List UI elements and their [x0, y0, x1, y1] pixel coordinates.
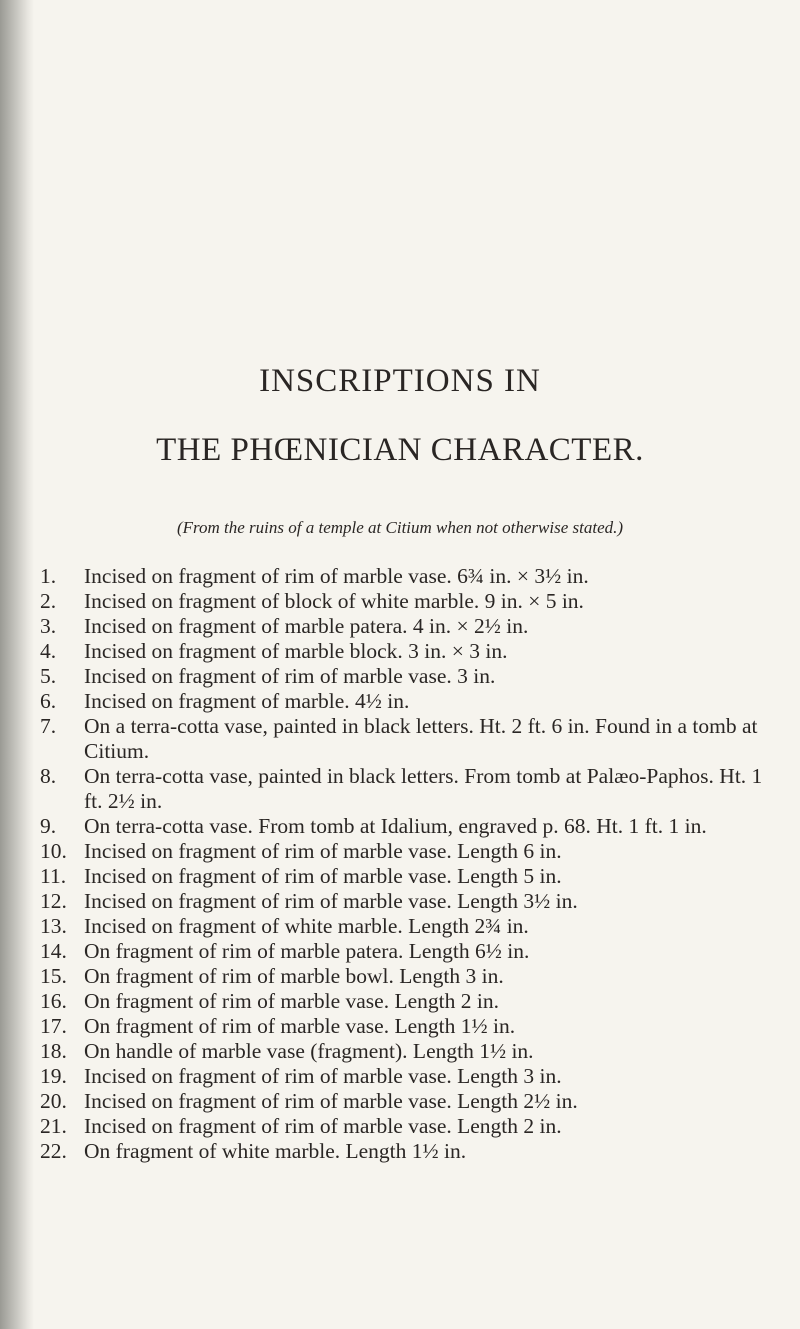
- item-number: 12.: [40, 889, 67, 913]
- item-text: Incised on fragment of rim of marble vase. 3 in.: [84, 664, 496, 688]
- list-item: [40, 764, 780, 814]
- item-number: 5.: [40, 664, 57, 688]
- item-number: 4.: [40, 639, 57, 663]
- list-item: [40, 1139, 780, 1164]
- list-item: [40, 614, 780, 639]
- item-number: 22.: [40, 1139, 67, 1163]
- item-text: Incised on fragment of marble. 4½ in.: [84, 689, 410, 713]
- list-item: [40, 964, 780, 989]
- item-text: Incised on fragment of marble block. 3 in. × 3 in.: [84, 639, 508, 663]
- list-item: [40, 814, 780, 839]
- item-text: Incised on fragment of rim of marble vase. Length 5 in.: [84, 864, 562, 888]
- item-text: Incised on fragment of white marble. Length 2¾ in.: [84, 914, 529, 938]
- item-text: Incised on fragment of rim of marble vase. Length 2 in.: [84, 1114, 562, 1138]
- list-item: [40, 839, 780, 864]
- item-number: 14.: [40, 939, 67, 963]
- item-text: On a terra-cotta vase, painted in black letters. Ht. 2 ft. 6 in. Found in a tomb at Citium.: [84, 714, 758, 763]
- item-text: Incised on fragment of rim of marble vase. Length 2½ in.: [84, 1089, 578, 1113]
- list-item: [40, 914, 780, 939]
- item-number: 16.: [40, 989, 67, 1013]
- item-text: On fragment of rim of marble bowl. Length 3 in.: [84, 964, 504, 988]
- item-text: Incised on fragment of rim of marble vase. Length 6 in.: [84, 839, 562, 863]
- item-number: 1.: [40, 564, 57, 588]
- item-text: On handle of marble vase (fragment). Length 1½ in.: [84, 1039, 534, 1063]
- list-item: [40, 664, 780, 689]
- heading-note: (From the ruins of a temple at Citium when not otherwise stated.): [176, 518, 624, 537]
- list-item: [40, 714, 780, 764]
- list-item: [40, 939, 780, 964]
- item-text: Incised on fragment of block of white marble. 9 in. × 5 in.: [84, 589, 584, 613]
- list-item: [40, 1064, 780, 1089]
- heading-line-2: THE PHŒNICIAN CHARACTER.: [156, 432, 644, 468]
- item-number: 11.: [40, 864, 67, 888]
- list-item: [40, 889, 780, 914]
- item-text: On fragment of rim of marble vase. Length 1½ in.: [84, 1014, 516, 1038]
- list-item: [40, 1089, 780, 1114]
- item-number: 13.: [40, 914, 67, 938]
- item-number: 8.: [40, 764, 57, 788]
- item-text: Incised on fragment of marble patera. 4 in. × 2½ in.: [84, 614, 529, 638]
- inscription-list: [40, 564, 780, 1164]
- item-number: 6.: [40, 689, 57, 713]
- list-item: [40, 864, 780, 889]
- heading-line-1: INSCRIPTIONS IN: [259, 363, 541, 399]
- item-text: On terra-cotta vase, painted in black letters. From tomb at Palæo-Paphos. Ht. 1 ft. 2½ in.: [84, 764, 763, 813]
- item-number: 9.: [40, 814, 57, 838]
- list-item: [40, 1014, 780, 1039]
- item-number: 3.: [40, 614, 57, 638]
- item-number: 20.: [40, 1089, 67, 1113]
- list-item: [40, 639, 780, 664]
- item-text: Incised on fragment of rim of marble vase. 6¾ in. × 3½ in.: [84, 564, 589, 588]
- list-item: [40, 1039, 780, 1064]
- list-item: [40, 689, 780, 714]
- item-number: 18.: [40, 1039, 67, 1063]
- item-number: 19.: [40, 1064, 67, 1088]
- item-text: On fragment of rim of marble patera. Length 6½ in.: [84, 939, 530, 963]
- item-number: 10.: [40, 839, 67, 863]
- item-text: Incised on fragment of rim of marble vase. Length 3 in.: [84, 1064, 562, 1088]
- item-text: On terra-cotta vase. From tomb at Idalium, engraved p. 68. Ht. 1 ft. 1 in.: [84, 814, 707, 838]
- item-text: On fragment of rim of marble vase. Length 2 in.: [84, 989, 499, 1013]
- item-number: 7.: [40, 714, 57, 738]
- item-number: 15.: [40, 964, 67, 988]
- list-item: [40, 589, 780, 614]
- list-item: [40, 564, 780, 589]
- item-text: Incised on fragment of rim of marble vase. Length 3½ in.: [84, 889, 578, 913]
- item-number: 2.: [40, 589, 57, 613]
- list-item: [40, 1114, 780, 1139]
- list-item: [40, 989, 780, 1014]
- item-number: 17.: [40, 1014, 67, 1038]
- item-number: 21.: [40, 1114, 67, 1138]
- item-text: On fragment of white marble. Length 1½ in.: [84, 1139, 467, 1163]
